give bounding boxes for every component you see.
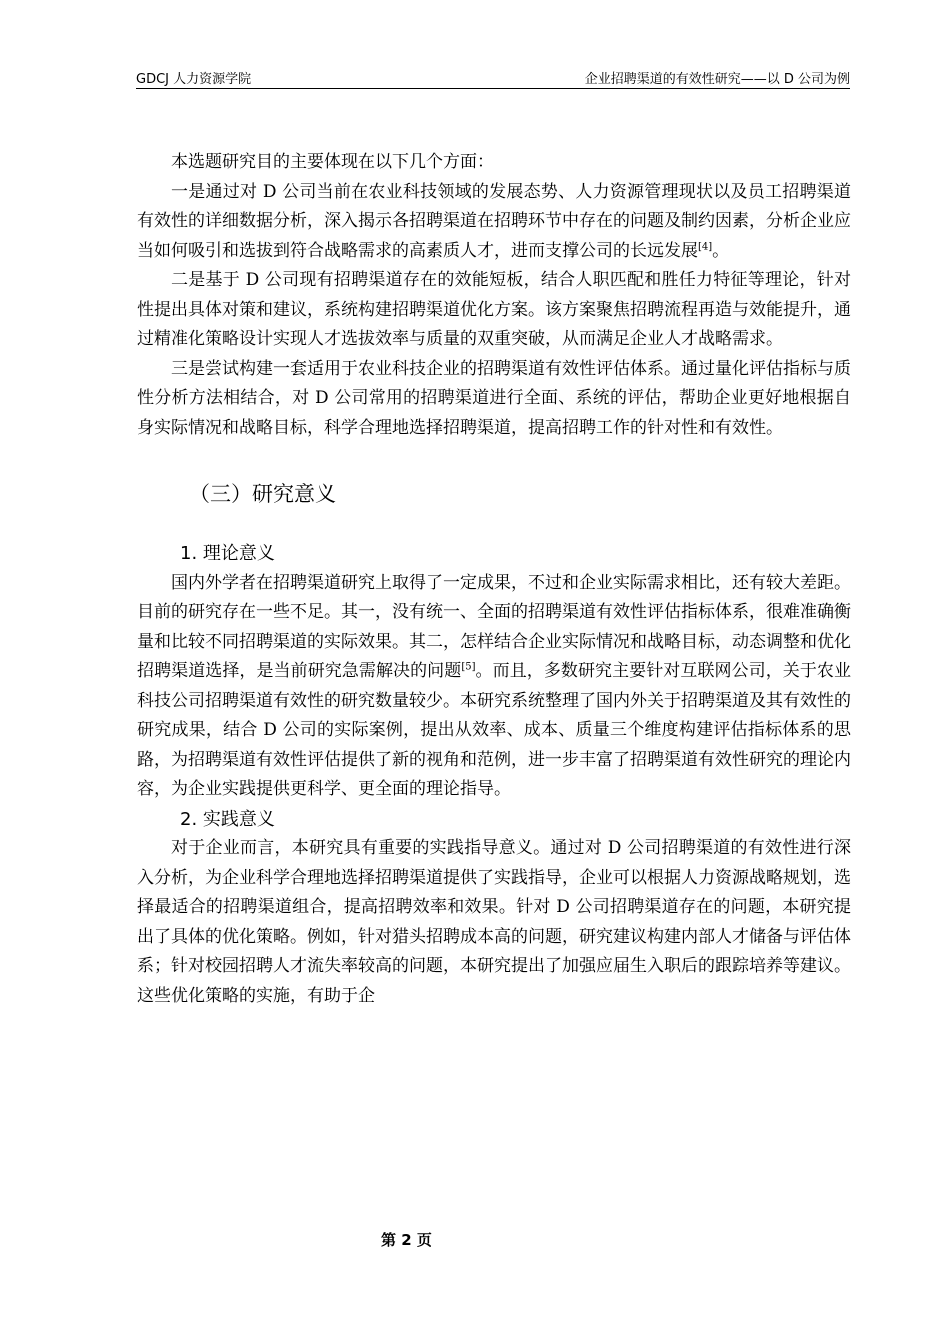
theoretical-text-a: 国内外学者在招聘渠道研究上取得了一定成果，不过和企业实际需求相比，还有较大差距。目前的研究存在一些不足。其一，没有统一、全面的招聘渠道有效性评估指标体系，很难准确衡量和比较不同招聘渠道的实际效果。其二，怎样结合企业实际情况和战略目标，动态调整和优化招聘渠道选择，是当前研究急需解决的问题 [137, 572, 851, 681]
practical-paragraph: 对于企业而言，本研究具有重要的实践指导意义。通过对 D 公司招聘渠道的有效性进行深入分析，为企业科学合理地选择招聘渠道提供了实践指导，企业可以根据人力资源战略规划，选择最适合的招聘渠道组合，提高招聘效率和效果。针对 D 公司招聘渠道存在的问题，本研究提出了具体的优化策略。例如，针对猎头招聘成本高的问题，研究建议构建内部人才储备与评估体系；针对校园招聘人才流失率较高的问题，本研究提出了加强应届生入职后的跟踪培养等建议。这些优化策略的实施，有助于企 [137, 838, 851, 1006]
section-heading-significance: （三）研究意义 [189, 482, 336, 506]
page-number: 第 2 页 [381, 1231, 432, 1249]
citation-4: [4] [698, 240, 713, 252]
header-thesis-title: 企业招聘渠道的有效性研究——以 D 公司为例 [584, 72, 850, 87]
page-content [137, 148, 851, 1011]
header-school: GDCJ 人力资源学院 [136, 72, 252, 87]
purpose-point-2: 二是基于 D 公司现有招聘渠道存在的效能短板，结合人职匹配和胜任力特征等理论，针对性提出具体对策和建议，系统构建招聘渠道优化方案。该方案聚焦招聘流程再造与效能提升，通过精准化策略设计实现人才选拔效率与质量的双重突破，从而满足企业人才战略需求。 [137, 270, 851, 349]
purpose-point-1-text: 一是通过对 D 公司当前在农业科技领域的发展态势、人力资源管理现状以及员工招聘渠道有效性的详细数据分析，深入揭示各招聘渠道在招聘环节中存在的问题及制约因素，分析企业应当如何吸引和选拔到符合战略需求的高素质人才，进而支撑公司的长远发展 [137, 181, 851, 261]
page-header [136, 66, 850, 89]
subheading-theoretical: 1. 理论意义 [180, 543, 275, 564]
theoretical-text-b: 。而且，多数研究主要针对互联网公司，关于农业科技公司招聘渠道有效性的研究数量较少。本研究系统整理了国内外关于招聘渠道及其有效性的研究成果，结合 D 公司的实际案例，提出从效率、成本、质量三个维度构建评估指标体系的思路，为招聘渠道有效性评估提供了新的视角和范例，进一步丰富了招聘渠道有效性研究的理论内容，为企业实践提供更科学、更全面的理论指导。 [137, 661, 852, 799]
purpose-point-1 [137, 178, 851, 267]
purpose-point-1-end: 。 [712, 240, 730, 261]
citation-5: [5] [461, 661, 476, 673]
subheading-practical: 2. 实践意义 [180, 808, 275, 830]
theoretical-paragraph [137, 569, 851, 805]
purpose-point-3: 三是尝试构建一套适用于农业科技企业的招聘渠道有效性评估体系。通过量化评估指标与质性分析方法相结合，对 D 公司常用的招聘渠道进行全面、系统的评估，帮助企业更好地根据自身实际情况和战略目标，科学合理地选择招聘渠道，提高招聘工作的针对性和有效性。 [137, 358, 851, 438]
intro-paragraph: 本选题研究目的主要体现在以下几个方面： [171, 152, 494, 172]
